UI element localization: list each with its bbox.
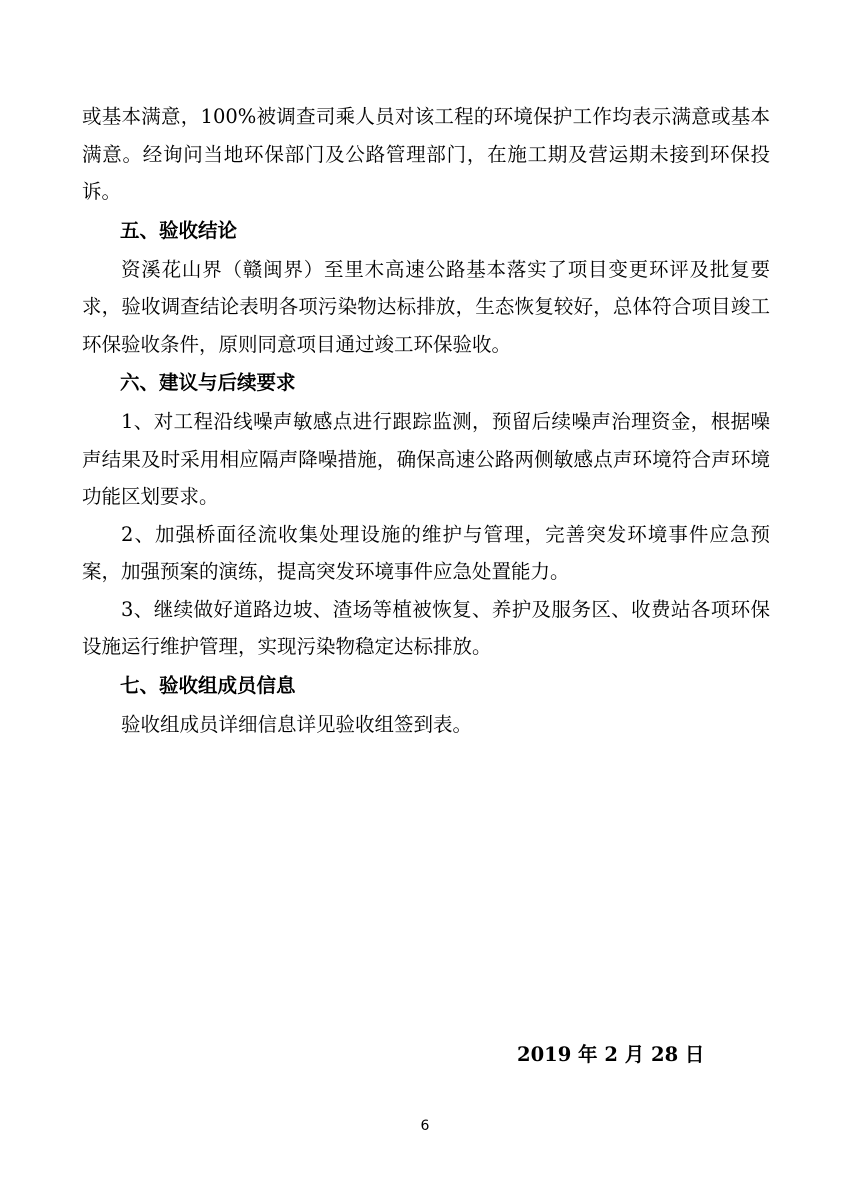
page-number: 6 bbox=[420, 1118, 430, 1134]
section-heading-members: 七、验收组成员信息 bbox=[120, 673, 296, 697]
recommendation-item-2: 2、加强桥面径流收集处理设施的维护与管理，完善突发环境事件应急预案，加强预案的演练，提高突发环境事件应急处置能力。 bbox=[82, 522, 770, 583]
document-body bbox=[82, 98, 770, 743]
document-date: 2019 年 2 月 28 日 bbox=[517, 1043, 705, 1066]
recommendation-item-3: 3、继续做好道路边坡、渣场等植被恢复、养护及服务区、收费站各项环保设施运行维护管理，实现污染物稳定达标排放。 bbox=[82, 597, 770, 658]
section-heading-conclusion: 五、验收结论 bbox=[120, 218, 238, 242]
conclusion-paragraph: 资溪花山界（赣闽界）至里木高速公路基本落实了项目变更环评及批复要求，验收调查结论表明各项污染物达标排放，生态恢复较好，总体符合项目竣工环保验收条件，原则同意项目通过竣工环保验收。 bbox=[82, 257, 770, 356]
section-heading-recommendations: 六、建议与后续要求 bbox=[120, 371, 296, 394]
recommendation-item-1: 1、对工程沿线噪声敏感点进行跟踪监测，预留后续噪声治理资金，根据噪声结果及时采用相应隔声降噪措施，确保高速公路两侧敏感点声环境符合声环境功能区划要求。 bbox=[82, 410, 770, 508]
members-paragraph: 验收组成员详细信息详见验收组签到表。 bbox=[121, 712, 473, 736]
continuation-paragraph: 或基本满意，100%被调查司乘人员对该工程的环境保护工作均表示满意或基本满意。经询问当地环保部门及公路管理部门，在施工期及营运期未接到环保投诉。 bbox=[82, 105, 770, 203]
